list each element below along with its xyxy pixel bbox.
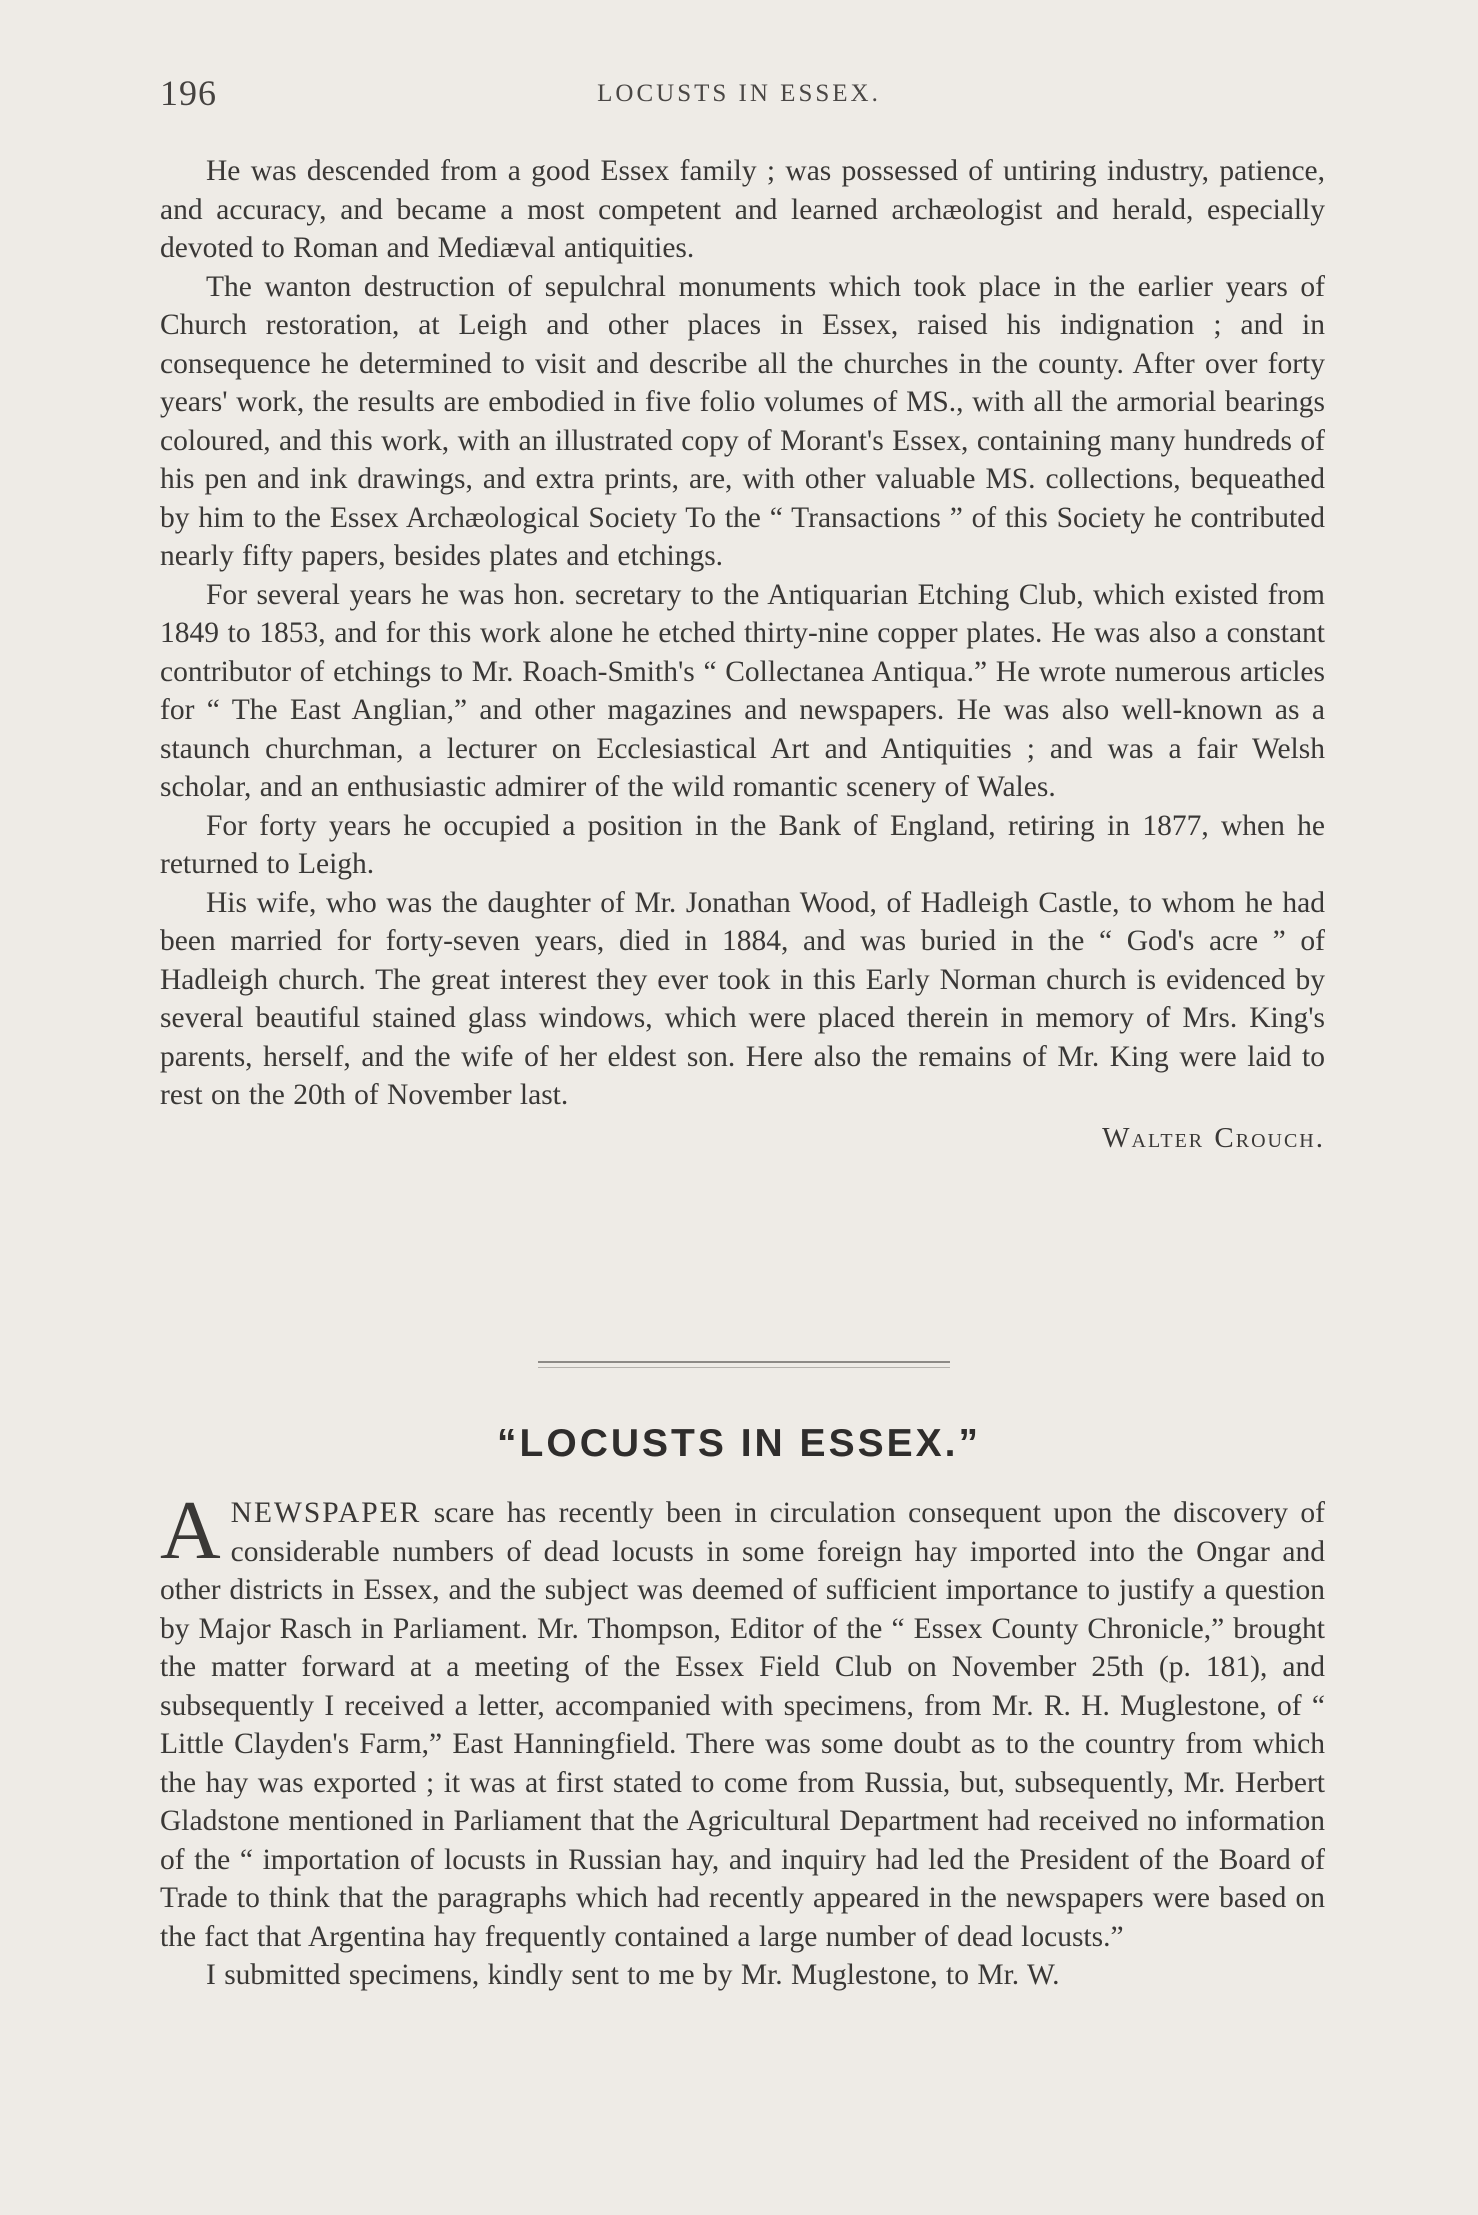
article-title: “LOCUSTS IN ESSEX.” xyxy=(497,1422,981,1465)
obituary-paragraph: His wife, who was the daughter of Mr. Jonathan Wood, of Hadleigh Castle, to whom he had been married for forty-seven years, died in 1884, and was buried in the “ God's acre ” of Hadleigh church. The great interest they ever took in this Early Norman church is evidenced by several beautiful stained glass windows, which were placed therein in memory of Mrs. King's parents, herself, and the wife of her eldest son. Here also the remains of Mr. King were laid to rest on the 20th of November last. xyxy=(160,886,1325,1111)
drop-cap: A xyxy=(160,1484,221,1577)
page-number: 196 xyxy=(160,73,217,113)
lead-word: NEWSPAPER xyxy=(230,1497,422,1529)
section-divider xyxy=(538,1361,950,1368)
obituary-paragraph: He was descended from a good Essex family ; was possessed of untiring industry, patience, and accuracy, and became a most competent and learned archæologist and herald, especially devoted to Roman and Mediæval antiquities. xyxy=(160,155,1325,264)
obituary-paragraph: The wanton destruction of sepulchral monuments which took place in the earlier years of Church restoration, at Leigh and other places in Essex, raised his indignation ; and in consequence he determined to visit and describe all the churches in the county. After over forty years' work, the results are embodied in five folio volumes of MS., with all the armorial bearings coloured, and this work, with an illustrated copy of Morant's Essex, containing many hundreds of his pen and ink drawings, and extra prints, are, with other valuable MS. collections, bequeathed by him to the Essex Archæological Society To the “ Transactions ” of this Society he contributed nearly fifty papers, besides plates and etchings. xyxy=(160,270,1325,572)
obituary-section xyxy=(160,152,1325,1157)
obituary-paragraph: For forty years he occupied a position in the Bank of England, retiring in 1877, when he returned to Leigh. xyxy=(160,809,1325,880)
author-signature: Walter Crouch. xyxy=(1102,1121,1325,1154)
running-title: LOCUSTS IN ESSEX. xyxy=(597,80,881,107)
article-paragraph: I submitted specimens, kindly sent to me by Mr. Muglestone, to Mr. W. xyxy=(206,1959,1060,1991)
article-body xyxy=(160,1484,1325,1995)
obituary-paragraph: For several years he was hon. secretary to the Antiquarian Etching Club, which existed from 1849 to 1853, and for this work alone he etched thirty-nine copper plates. He was also a constant contributor of etchings to Mr. Roach-Smith's “ Collectanea Antiqua.” He wrote numerous articles for “ The East Anglian,” and other magazines and newspapers. He was also well-known as a staunch churchman, a lecturer on Ecclesiastical Art and Antiquities ; and was a fair Welsh scholar, and an enthusiastic admirer of the wild romantic scenery of Wales. xyxy=(160,578,1325,803)
article-paragraph xyxy=(160,1484,1325,1956)
lead-text: scare has recently been in circulation consequent upon the discovery of considerable numbers of dead locusts in some foreign hay imported into the Ongar and other districts in Essex, and the subject was deemed of sufficient importance to justify a question by Major Rasch in Parliament. Mr. Thompson, Editor of the “ Essex County Chronicle,” brought the matter forward at a meeting of the Essex Field Club on November 25th (p. 181), and subsequently I received a letter, accompanied with specimens, from Mr. R. H. Muglestone, of “ Little Clayden's Farm,” East Hanningfield. There was some doubt as to the country from which the hay was exported ; it was at first stated to come from Russia, but, subsequently, Mr. Herbert Gladstone mentioned in Parliament that the Agricultural Department had received no information of the “ importation of locusts in Russian hay, and inquiry had led the President of the Board of Trade to think that the paragraphs which had recently appeared in the newspapers were based on the fact that Argentina hay frequently contained a large number of dead locusts.” xyxy=(160,1497,1325,1953)
